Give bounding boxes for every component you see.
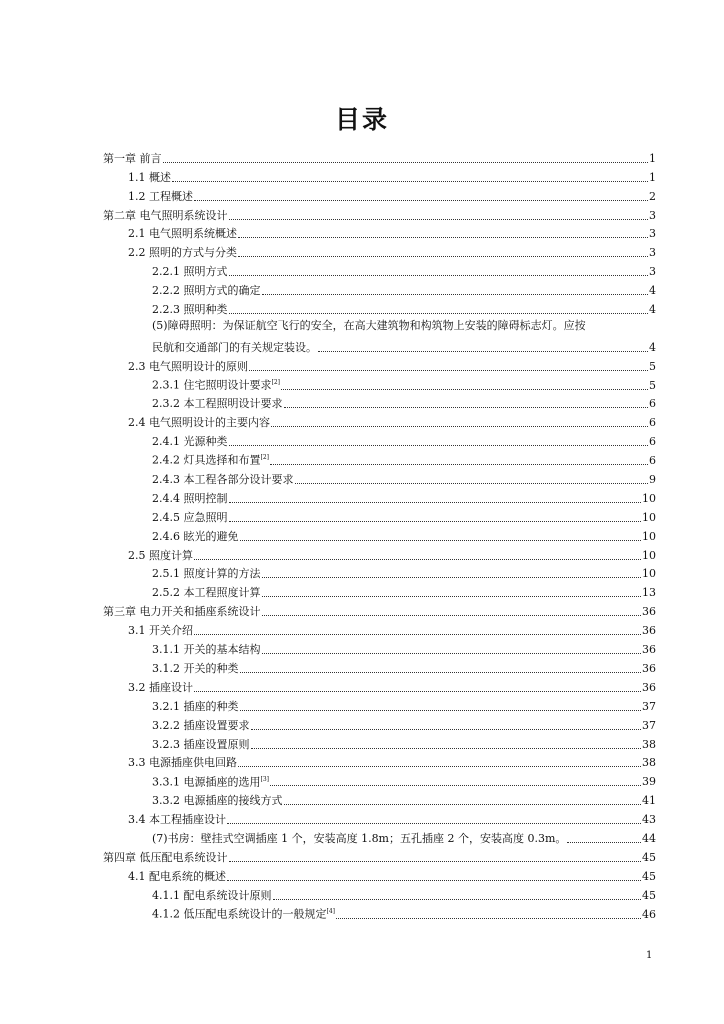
dot-leader — [194, 633, 641, 635]
toc-entry-page: 1 — [649, 170, 656, 184]
toc-entry-text: 4.1.1 配电系统设计原则 — [152, 888, 272, 902]
toc-entry-text: 3.3.1 电源插座的选用 — [152, 775, 261, 789]
dot-leader — [172, 180, 648, 182]
dot-leader — [262, 595, 642, 597]
toc-entry-text: 3.1.2 开关的种类 — [152, 661, 239, 675]
toc-entry-page: 38 — [642, 756, 656, 770]
citation-marker: [2] — [260, 454, 269, 462]
toc-entry[interactable] — [103, 204, 656, 223]
toc-entry-page: 37 — [642, 718, 656, 732]
dot-leader — [262, 652, 642, 654]
toc-entry-text: 1.1 概述 — [128, 170, 171, 184]
toc-entry[interactable] — [103, 752, 656, 771]
toc-entry-text: 2.4 电气照明设计的主要内容 — [128, 416, 270, 430]
dot-leader — [270, 784, 641, 786]
toc-entry-page: 36 — [642, 661, 656, 675]
dot-leader — [238, 236, 648, 238]
toc-entry-page: 10 — [642, 510, 656, 524]
dot-leader — [271, 425, 648, 427]
toc-entry[interactable] — [103, 166, 656, 185]
toc-entry-page: 4 — [649, 284, 656, 298]
toc-entry-page: 36 — [642, 680, 656, 694]
toc-entry-text: 1.2 工程概述 — [128, 189, 193, 203]
toc-entry-text: 2.5.2 本工程照度计算 — [152, 586, 261, 600]
toc-entry-text: 4.1.2 低压配电系统设计的一般规定 — [152, 907, 327, 921]
dot-leader — [273, 898, 642, 900]
toc-entry-page: 6 — [649, 435, 656, 449]
toc-entry[interactable] — [103, 374, 656, 393]
citation-marker: [3] — [260, 775, 269, 783]
dot-leader — [567, 841, 641, 843]
toc-entry-page: 4 — [649, 340, 656, 354]
toc-entry[interactable] — [103, 884, 656, 903]
toc-entry-text: 3.3.2 电源插座的接线方式 — [152, 794, 283, 808]
toc-entry-page: 39 — [642, 775, 656, 789]
toc-entry-page: 10 — [642, 567, 656, 581]
toc-entry-text: 第三章 电力开关和插座系统设计 — [103, 605, 261, 619]
dot-leader — [318, 350, 648, 352]
toc-entry[interactable] — [103, 808, 656, 827]
dot-leader — [262, 614, 642, 616]
toc-entry-text: 2.3 电气照明设计的原则 — [128, 359, 248, 373]
toc-entry[interactable] — [103, 185, 656, 204]
dot-leader — [229, 501, 642, 503]
dot-leader — [240, 539, 642, 541]
toc-entry[interactable] — [103, 600, 656, 619]
dot-leader — [227, 879, 641, 881]
toc-entry[interactable] — [103, 298, 656, 317]
toc-entry-text: (7)书房：壁挂式空调插座 1 个，安装高度 1.8m；五孔插座 2 个，安装高度 0.3m。 — [152, 831, 567, 845]
dot-leader — [281, 388, 648, 390]
toc-entry-text: 3.3 电源插座供电回路 — [128, 756, 237, 770]
toc-entry-text: 2.2 照明的方式与分类 — [128, 246, 237, 260]
toc-entry[interactable] — [103, 676, 656, 695]
toc-entry-page: 4 — [649, 303, 656, 317]
toc-entry[interactable] — [103, 581, 656, 600]
toc-entry-page: 36 — [642, 643, 656, 657]
page-title: 目录 — [334, 105, 389, 134]
toc-entry-page: 38 — [642, 737, 656, 751]
toc-entry-text: 第四章 低压配电系统设计 — [103, 850, 228, 864]
toc-entry-page: 3 — [649, 246, 656, 260]
toc-entry-text: (5)障碍照明：为保证航空飞行的安全，在高大建筑物和构筑物上安装的障碍标志灯。应按 — [152, 319, 586, 333]
citation-marker: [2] — [271, 378, 280, 386]
dot-leader — [229, 274, 649, 276]
dot-leader — [240, 709, 642, 711]
toc-entry-text: 3.4 本工程插座设计 — [128, 813, 226, 827]
toc-entry[interactable] — [103, 619, 656, 638]
toc-entry-page: 6 — [649, 454, 656, 468]
dot-leader — [270, 463, 648, 465]
toc-entry-text: 2.2.1 照明方式 — [152, 265, 228, 279]
toc-entry-text: 2.4.4 照明控制 — [152, 491, 228, 505]
dot-leader — [229, 520, 642, 522]
dot-leader — [238, 255, 648, 257]
toc-entry[interactable] — [103, 223, 656, 242]
dot-leader — [194, 690, 641, 692]
toc-entry-page: 46 — [642, 907, 656, 921]
toc-entry-text: 2.1 电气照明系统概述 — [128, 227, 237, 241]
toc-entry-text: 3.2 插座设计 — [128, 680, 193, 694]
toc-entry[interactable] — [103, 430, 656, 449]
dot-leader — [194, 558, 641, 560]
toc-entry[interactable] — [103, 903, 656, 922]
toc-entry-page: 10 — [642, 491, 656, 505]
toc-entry-page: 5 — [649, 359, 656, 373]
toc-entry-page: 6 — [649, 416, 656, 430]
toc-entry[interactable] — [103, 393, 656, 412]
dot-leader — [284, 803, 642, 805]
toc-entry[interactable] — [103, 638, 656, 657]
toc-entry-text: 第二章 电气照明系统设计 — [103, 208, 228, 222]
toc-entry-text: 3.2.1 插座的种类 — [152, 699, 239, 713]
dot-leader — [229, 312, 649, 314]
citation-marker: [4] — [326, 907, 335, 915]
dot-leader — [262, 293, 649, 295]
toc-entry-page: 10 — [642, 529, 656, 543]
dot-leader — [227, 822, 641, 824]
toc-entry-page: 45 — [642, 850, 656, 864]
dot-leader — [262, 576, 642, 578]
toc-entry[interactable] — [103, 733, 656, 752]
dot-leader — [229, 860, 642, 862]
toc-entry-text: 2.4.2 灯具选择和布置 — [152, 454, 261, 468]
dot-leader — [251, 747, 642, 749]
toc-entry-page: 36 — [642, 624, 656, 638]
toc-entry-text: 3.2.3 插座设置原则 — [152, 737, 250, 751]
toc-entry[interactable] — [103, 714, 656, 733]
toc-entry-page: 2 — [649, 189, 656, 203]
toc-entry-page: 13 — [642, 586, 656, 600]
toc-entry-text: 2.3.1 住宅照明设计要求 — [152, 378, 272, 392]
toc-entry-text: 2.2.2 照明方式的确定 — [152, 284, 261, 298]
toc-entry[interactable] — [103, 695, 656, 714]
toc-entry[interactable] — [103, 147, 656, 166]
toc-entry[interactable] — [103, 789, 656, 808]
toc-entry[interactable] — [103, 279, 656, 298]
toc-entry-page: 43 — [642, 813, 656, 827]
toc-entry-page: 6 — [649, 397, 656, 411]
toc-entry[interactable] — [103, 770, 656, 789]
toc-entry-text: 2.4.1 光源种类 — [152, 435, 228, 449]
toc-entry[interactable] — [103, 241, 656, 260]
toc-entry-page: 3 — [649, 265, 656, 279]
toc-entry[interactable] — [103, 563, 656, 582]
toc-entry-text: 2.4.6 眩光的避免 — [152, 529, 239, 543]
toc-entry-page: 45 — [642, 888, 656, 902]
toc-entry-text: 3.2.2 插座设置要求 — [152, 718, 250, 732]
toc-entry[interactable] — [103, 487, 656, 506]
toc-entry-text: 2.5.1 照度计算的方法 — [152, 567, 261, 581]
page-number: 1 — [646, 950, 653, 961]
toc-entry[interactable] — [103, 317, 656, 355]
dot-leader — [295, 482, 649, 484]
toc-entry-text: 2.4.3 本工程各部分设计要求 — [152, 473, 294, 487]
toc-entry-text: 2.5 照度计算 — [128, 548, 193, 562]
toc-entry[interactable] — [103, 506, 656, 525]
toc-entry-text: 3.1 开关介绍 — [128, 624, 193, 638]
dot-leader — [194, 199, 648, 201]
toc-entry-text: 2.4.5 应急照明 — [152, 510, 228, 524]
toc-entry[interactable] — [103, 865, 656, 884]
dot-leader — [251, 728, 642, 730]
toc-entry-page: 10 — [642, 548, 656, 562]
toc-entry-page: 37 — [642, 699, 656, 713]
toc-entry[interactable] — [103, 846, 656, 865]
toc-entry[interactable] — [103, 355, 656, 374]
dot-leader — [229, 444, 649, 446]
toc-entry[interactable] — [103, 657, 656, 676]
toc-entry-page: 3 — [649, 208, 656, 222]
table-of-contents — [103, 147, 656, 922]
toc-entry-page: 36 — [642, 605, 656, 619]
toc-entry-text-continued: 民航和交通部门的有关规定装设。 — [152, 340, 317, 354]
toc-entry[interactable] — [103, 260, 656, 279]
dot-leader — [336, 917, 641, 919]
toc-entry-page: 5 — [649, 378, 656, 392]
dot-leader — [238, 765, 641, 767]
toc-entry-page: 44 — [642, 831, 656, 845]
toc-entry-text: 2.3.2 本工程照明设计要求 — [152, 397, 283, 411]
dot-leader — [163, 161, 649, 163]
toc-entry-text: 第一章 前言 — [103, 151, 162, 165]
toc-entry-text: 4.1 配电系统的概述 — [128, 869, 226, 883]
dot-leader — [249, 369, 648, 371]
toc-entry-page: 45 — [642, 869, 656, 883]
toc-entry[interactable] — [103, 449, 656, 468]
toc-entry-page: 3 — [649, 227, 656, 241]
toc-entry[interactable] — [103, 468, 656, 487]
dot-leader — [229, 218, 649, 220]
toc-entry[interactable] — [103, 544, 656, 563]
toc-entry-text: 3.1.1 开关的基本结构 — [152, 643, 261, 657]
toc-entry-text: 2.2.3 照明种类 — [152, 303, 228, 317]
toc-entry-page: 41 — [642, 794, 656, 808]
toc-entry-page: 9 — [649, 473, 656, 487]
dot-leader — [240, 671, 642, 673]
toc-entry[interactable] — [103, 827, 656, 846]
toc-entry[interactable] — [103, 525, 656, 544]
dot-leader — [284, 406, 649, 408]
toc-entry[interactable] — [103, 411, 656, 430]
toc-entry-page: 1 — [649, 151, 656, 165]
